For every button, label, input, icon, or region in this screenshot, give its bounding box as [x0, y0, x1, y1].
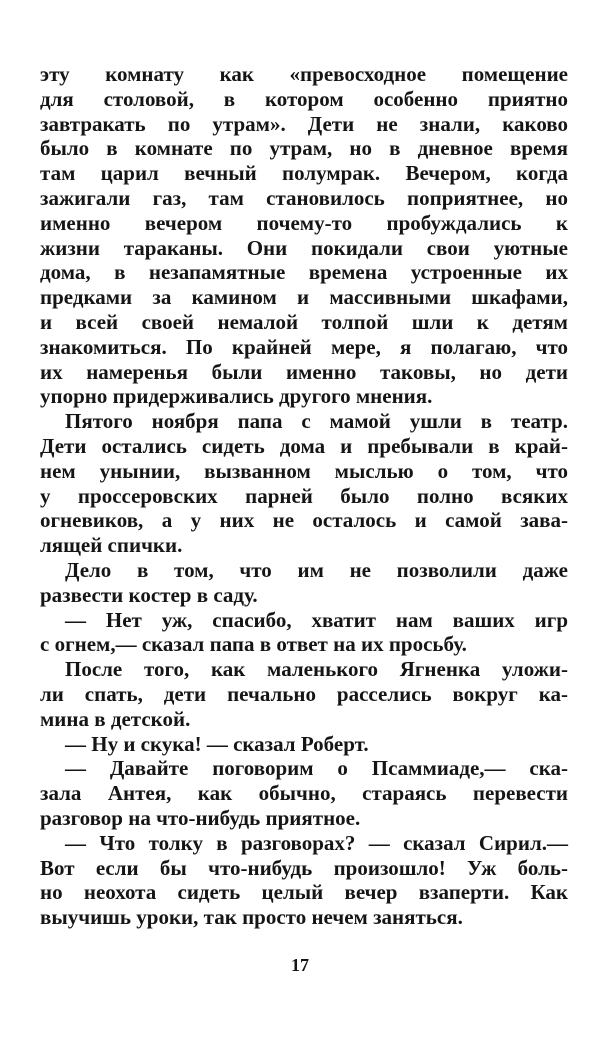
text-line: знакомиться. По крайней мере, я полагаю, что — [40, 334, 568, 359]
text-line: разговор на что-нибудь приятное. — [40, 805, 361, 830]
page-number: 17 — [291, 955, 309, 975]
text-line: Дети остались сидеть дома и пребывали в край- — [40, 433, 568, 458]
text-line: — Нет уж, спасибо, хватит нам ваших игр — [65, 607, 568, 632]
text-line: выучишь уроки, так просто нечем заняться. — [40, 905, 463, 930]
text-line: После того, как маленького Ягненка уложи- — [65, 657, 568, 682]
paragraph — [40, 831, 568, 930]
text-line: развести костер в саду. — [40, 582, 258, 607]
text-line: их намеренья были именно таковы, но дети — [40, 359, 568, 384]
text-line: жизни тараканы. Они покидали свои уютные — [40, 235, 568, 260]
text-line: с огнем,— сказал папа в ответ на их просьбу. — [40, 632, 467, 657]
text-line: для столовой, в котором особенно приятно — [40, 86, 568, 111]
text-line: мина в детской. — [40, 706, 191, 731]
book-page-text — [40, 62, 568, 930]
text-line: Дело в том, что им не позволили даже — [65, 557, 568, 582]
text-line: предками за камином и массивными шкафами, — [40, 285, 568, 310]
paragraph — [40, 62, 568, 409]
text-line: Пятого ноября папа с мамой ушли в театр. — [65, 409, 568, 434]
paragraph — [40, 732, 568, 757]
text-line: лящей спички. — [40, 533, 183, 558]
text-line: ли спать, дети печально расселись вокруг ка- — [40, 681, 568, 706]
text-line: зажигали газ, там становилось поприятнее, но — [40, 185, 568, 210]
text-line: было в комнате по утрам, но в дневное время — [40, 136, 568, 161]
text-line: нем унынии, вызванном мыслью о том, что — [40, 458, 568, 483]
text-line: Вот если бы что-нибудь произошло! Уж боль- — [40, 855, 568, 880]
text-line: огневиков, а у них не осталось и самой зава- — [40, 508, 568, 533]
paragraph — [40, 558, 568, 608]
text-line: — Давайте поговорим о Псаммиаде,— ска- — [65, 756, 568, 781]
text-line: зала Антея, как обычно, стараясь перевести — [40, 781, 568, 806]
text-line: — Ну и скука! — сказал Роберт. — [65, 731, 369, 756]
text-line: именно вечером почему-то пробуждались к — [40, 210, 568, 235]
paragraph — [40, 657, 568, 731]
text-line: — Что толку в разговорах? — сказал Сирил.— — [65, 830, 568, 855]
text-line: и всей своей немалой толпой шли к детям — [40, 309, 568, 334]
text-line: дома, в незапамятные времена устроенные их — [40, 260, 568, 285]
text-line: у проссеровских парней было полно всяких — [40, 483, 568, 508]
text-line: там царил вечный полумрак. Вечером, когда — [40, 161, 568, 186]
paragraph — [40, 409, 568, 558]
text-line: упорно придерживались другого мнения. — [40, 384, 433, 409]
paragraph — [40, 608, 568, 658]
text-line: но неохота сидеть целый вечер взаперти. Как — [40, 880, 568, 905]
paragraph — [40, 756, 568, 830]
text-line: эту комнату как «превосходное помещение — [40, 62, 568, 86]
text-line: завтракать по утрам». Дети не знали, каково — [40, 111, 568, 136]
